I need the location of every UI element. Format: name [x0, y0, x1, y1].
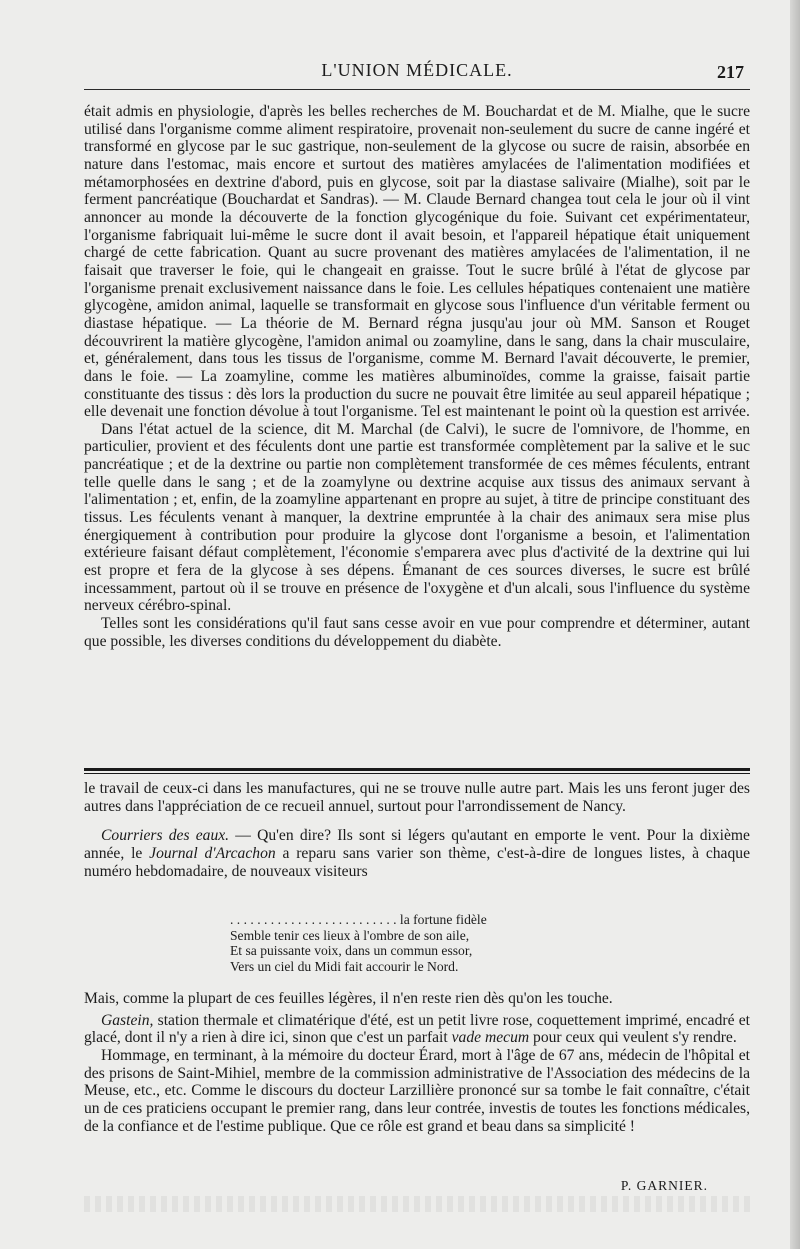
feuilleton-separator — [84, 768, 750, 774]
feuilleton-paragraph-4 — [84, 1012, 750, 1047]
feuilleton-paragraph-1: le travail de ceux-ci dans les manufactures, qui ne se trouve nulle autre part. Mais les uns feront juger des autres dans l'appréciation de ce recueil annuel, surtout pour l'arrondissement de Nancy. — [84, 780, 750, 815]
running-title: L'UNION MÉDICALE. — [321, 60, 513, 80]
vade-mecum: vade mecum — [451, 1029, 530, 1047]
verse-line: Et sa puissante voix, dans un commun essor, — [230, 943, 473, 959]
feuilleton-upper — [84, 780, 750, 880]
page-header — [84, 58, 750, 86]
courriers-text-a: — Qu'en dire? Ils sont si légers qu'autant en emporte le vent. Pour la dixième année, le — [84, 827, 750, 862]
article-paragraph-3: Telles sont les considérations qu'il faut sans cesse avoir en vue pour comprendre et déterminer, autant que possible, les diverses conditions du développement du diabète. — [84, 615, 750, 650]
page-binding-edge — [790, 0, 800, 1249]
courriers-text-b: a reparu sans varier son thème, c'est-à-dire de longues listes, à chaque numéro hebdomadaire, de nouveaux visiteurs — [84, 844, 750, 880]
verse-line: . . . . . . . . . . . . . . . . . . . . . . . . . la fortune fidèle — [230, 912, 487, 927]
show-through-text — [84, 1196, 750, 1212]
feuilleton-lower — [84, 990, 750, 1135]
feuilleton-paragraph-3: Mais, comme la plupart de ces feuilles légères, il n'en reste rien dès qu'on les touche. — [84, 990, 613, 1007]
verse-quote — [84, 912, 750, 974]
verse-line: Vers un ciel du Midi fait accourir le Nord. — [230, 958, 459, 974]
gastein-title: Gastein, — [101, 1011, 154, 1029]
feuilleton-paragraph-2 — [84, 827, 750, 880]
gastein-text-a: station thermale et climatérique d'été, est un petit livre rose, coquettement imprimé, encadré et glacé, dont il n'y a rien à dire ici, sinon que c'est un parfait — [84, 1011, 750, 1047]
main-article — [84, 103, 750, 650]
journal-title: Journal d'Arcachon — [149, 844, 276, 862]
gastein-text-b: pour ceux qui veulent s'y rendre. — [529, 1029, 737, 1047]
header-rule — [84, 89, 750, 90]
page-number: 217 — [717, 62, 744, 82]
courriers-title: Courriers des eaux. — [101, 827, 230, 845]
article-paragraph-1: était admis en physiologie, d'après les belles recherches de M. Bouchardat et de M. Mialhe, que le sucre utilisé dans l'organisme comme aliment respiratoire, provenait non-seulement du sucre de canne ingéré et transformé en glycose par le suc gastrique, non-seulement de la glycose ou sucre de raisin, absorbée en nature dans l'estomac, mais encore et surtout des matières amylacées de l'alimentation modifiées et métamorphosées en dextrine d'abord, puis en glycose, soit par la diastase salivaire (Mialhe), soit par le ferment pancréatique (Bouchardat et Sandras). — M. Claude Bernard changea tout cela le jour où il vint annoncer au monde la découverte de la fonction glycogénique du foie. Suivant cet expérimentateur, l'organisme fabriquait lui-même le sucre dont il avait besoin, et l'appareil hépatique était uniquement chargé de cette fabrication. Quant au sucre provenant des matières amylacées de l'alimentation, il ne faisait que traverser le foie, qui le changeait en graisse. Tout le sucre brûlé à l'état de glycose par l'organisme prenait exclusivement naissance dans le foie. Les cellules hépatiques contenaient une matière glycogène, amidon animal, laquelle se transformait en glycose sous l'influence d'un véritable ferment ou diastase hépatique. — La théorie de M. Bernard régna jusqu'au jour où MM. Sanson et Rouget découvrirent la matière glycogène, l'amidon animal ou zoamyline, dans le sang, dans la chair musculaire, et, généralement, dans tous les tissus de l'organisme, comme M. Bernard l'avait découverte, le premier, dans le foie. — La zoamyline, comme les matières albuminoïdes, comme la graisse, faisait partie constituante des tissus : dès lors la production du sucre ne pouvait être limitée au seul appareil hépatique ; elle devenait une fonction dévolue à tout l'organisme. Tel est maintenant le point où la question est arrivée. — [84, 103, 750, 421]
verse-line: Semble tenir ces lieux à l'ombre de son aile, — [230, 927, 470, 943]
article-paragraph-2: Dans l'état actuel de la science, dit M. Marchal (de Calvi), le sucre de l'omnivore, de l'homme, en particulier, provient et des féculents dont une partie est transformée complètement par la salive et le suc pancréatique ; et de la dextrine ou partie non complètement transformée de ces mêmes féculents, entrant telle quelle dans le sang ; et de la zoamylyne ou dextrine acquise aux tissus des animaux servant à l'alimentation ; et, enfin, de la zoamyline appartenant en propre au sujet, à titre de principe constituant des tissus. Les féculents venant à manquer, la dextrine empruntée à la chair des animaux sera mise plus énergiquement à contribution pour produire la glycose dont l'organisme a besoin, et l'alimentation extérieure faisant défaut complètement, l'économie s'emparera avec plus d'activité de la dextrine qui lui est propre et fera de la glycose à ses dépens. Émanant de ces sources diverses, le sucre est brûlé incessamment, partout où il se trouve en présence de l'oxygène et d'un alcali, sous l'influence du système nerveux cérébro-spinal. — [84, 420, 750, 615]
feuilleton-paragraph-5: Hommage, en terminant, à la mémoire du docteur Érard, mort à l'âge de 67 ans, médecin de l'hôpital et des prisons de Saint-Mihiel, membre de la commission administrative de l'Association des médecins de la Meuse, etc., etc. Comme le discours du docteur Larzillière prononcé sur sa tombe le fait connaître, c'était un de ces praticiens occupant le premier rang, dans leur contrée, investis de toutes les fonctions médicales, de la confiance et de l'estime publique. Que ce rôle est grand et beau dans sa simplicité ! — [84, 1046, 750, 1135]
author-signature: P. GARNIER. — [620, 1178, 708, 1193]
